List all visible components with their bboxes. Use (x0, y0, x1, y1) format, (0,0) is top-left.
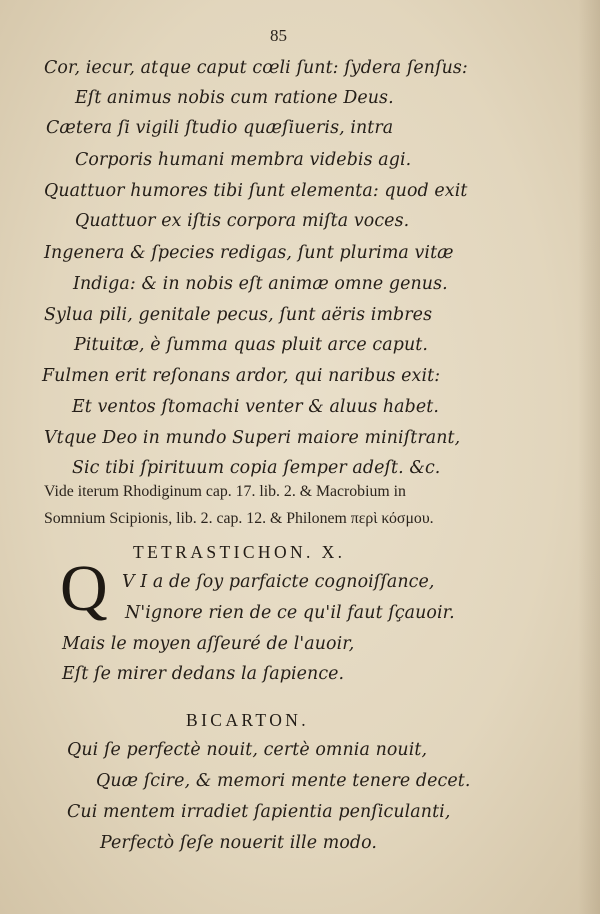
verse-line: Fulmen erit reſonans ardor, qui naribus exit: (42, 366, 441, 386)
verse-line: Sic tibi ſpirituum copia ſemper adeſt. &c. (72, 458, 441, 478)
verse-line: Vtque Deo in mundo Superi maiore miniſtrant, (44, 428, 461, 448)
verse-line: Cor, iecur, atque caput cœli ſunt: ſydera ſenſus: (44, 58, 468, 78)
tetrastichon-line: Mais le moyen aſſeuré de l'auoir, (62, 634, 355, 654)
bicarton-line: Cui mentem irradiet ſapientia penſiculanti, (67, 802, 451, 822)
reference-line: Somnium Scipionis, lib. 2. cap. 12. & Philonem περὶ κόσμου. (44, 510, 434, 527)
verse-line: Sylua pili, genitale pecus, ſunt aëris imbres (44, 305, 433, 325)
page-number: 85 (270, 26, 287, 45)
drop-cap: Q (60, 552, 108, 625)
section-heading: BICARTON. (186, 710, 310, 730)
verse-line: Cætera ſi vigili ſtudio quæſiueris, intra (46, 118, 394, 138)
verse-line: Eſt animus nobis cum ratione Deus. (75, 88, 394, 108)
verse-line: Corporis humani membra videbis agi. (75, 150, 412, 170)
verse-line: Pituitæ, è ſumma quas pluit arce caput. (74, 335, 428, 355)
tetrastichon-line: V I a de ſoy parfaicte cognoiſſance, (122, 572, 435, 592)
bicarton-line: Perfectò ſeſe nouerit ille modo. (100, 833, 378, 853)
bicarton-line: Quæ ſcire, & memori mente tenere decet. (96, 771, 471, 791)
bicarton-line: Qui ſe perfectè nouit, certè omnia nouit, (67, 740, 428, 760)
verse-line: Indiga: & in nobis eſt animæ omne genus. (73, 274, 448, 294)
verse-line: Et ventos ſtomachi venter & aluus habet. (72, 397, 439, 417)
tetrastichon-line: Eſt ſe mirer dedans la ſapience. (62, 664, 345, 684)
page-edge-shadow (578, 0, 600, 914)
tetrastichon-line: N'ignore rien de ce qu'il faut ſçauoir. (125, 603, 455, 623)
verse-line: Quattuor ex iſtis corpora miſta voces. (75, 211, 410, 231)
verse-line: Ingenera & ſpecies redigas, ſunt plurima vitæ (44, 243, 454, 263)
verse-line: Quattuor humores tibi ſunt elementa: quod exit (44, 181, 468, 201)
section-heading: TETRASTICHON. X. (133, 542, 346, 562)
reference-line: Vide iterum Rhodiginum cap. 17. lib. 2. & Macrobium in (44, 483, 406, 500)
